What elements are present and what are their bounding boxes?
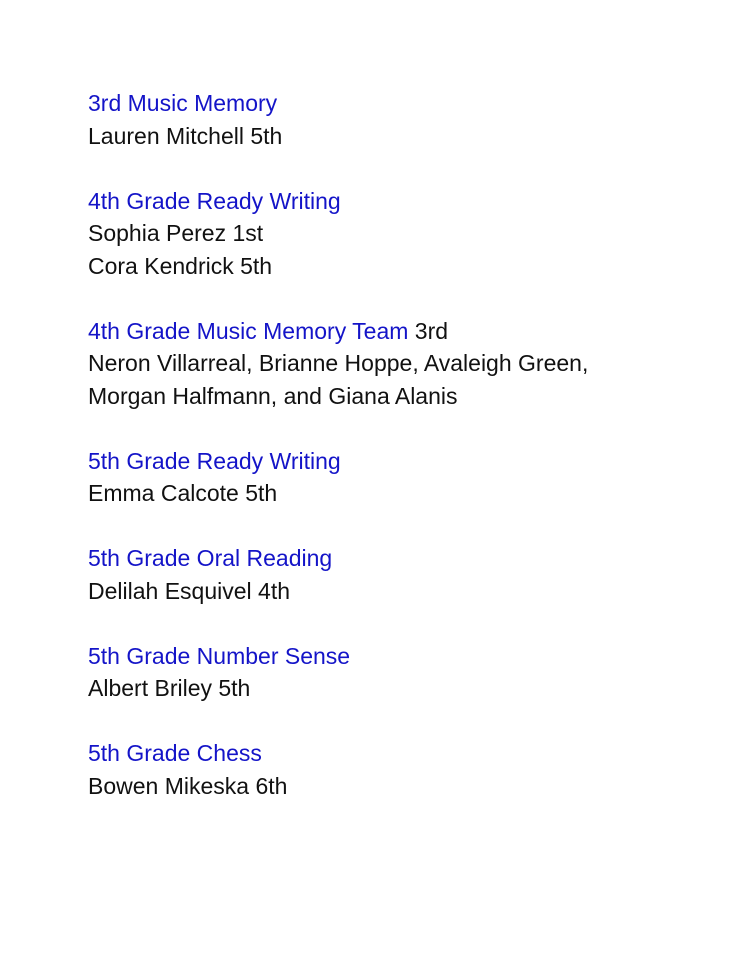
section-heading: 5th Grade Ready Writing — [88, 447, 341, 474]
section-4th-grade-ready-writing — [88, 185, 708, 283]
section-5th-grade-oral-reading — [88, 542, 708, 607]
section-3rd-music-memory — [88, 87, 708, 152]
result-line: Bowen Mikeska 6th — [88, 772, 288, 799]
section-heading: 4th Grade Ready Writing — [88, 187, 341, 214]
section-5th-grade-ready-writing — [88, 445, 708, 510]
section-heading: 5th Grade Number Sense — [88, 642, 351, 669]
result-line: Neron Villarreal, Brianne Hoppe, Avaleigh Green, — [88, 350, 589, 376]
result-line: Sophia Perez 1st — [88, 220, 264, 246]
team-placement: 3rd — [408, 317, 449, 344]
section-heading: 3rd Music Memory — [88, 90, 278, 116]
result-line: Lauren Mitchell 5th — [88, 122, 283, 149]
result-line: Cora Kendrick 5th — [88, 252, 273, 279]
section-5th-grade-chess — [88, 737, 708, 802]
section-heading: 5th Grade Oral Reading — [88, 545, 333, 571]
result-line: Morgan Halfmann, and Giana Alanis — [88, 382, 458, 409]
result-line: Delilah Esquivel 4th — [88, 577, 291, 604]
results-document — [88, 87, 708, 835]
result-line: Albert Briley 5th — [88, 675, 251, 701]
section-heading: 4th Grade Music Memory Team — [88, 317, 409, 344]
section-4th-grade-music-memory-team — [88, 315, 708, 413]
result-line: Emma Calcote 5th — [88, 480, 278, 506]
section-heading-row — [88, 315, 708, 348]
section-heading: 5th Grade Chess — [88, 740, 262, 766]
section-5th-grade-number-sense — [88, 640, 708, 705]
